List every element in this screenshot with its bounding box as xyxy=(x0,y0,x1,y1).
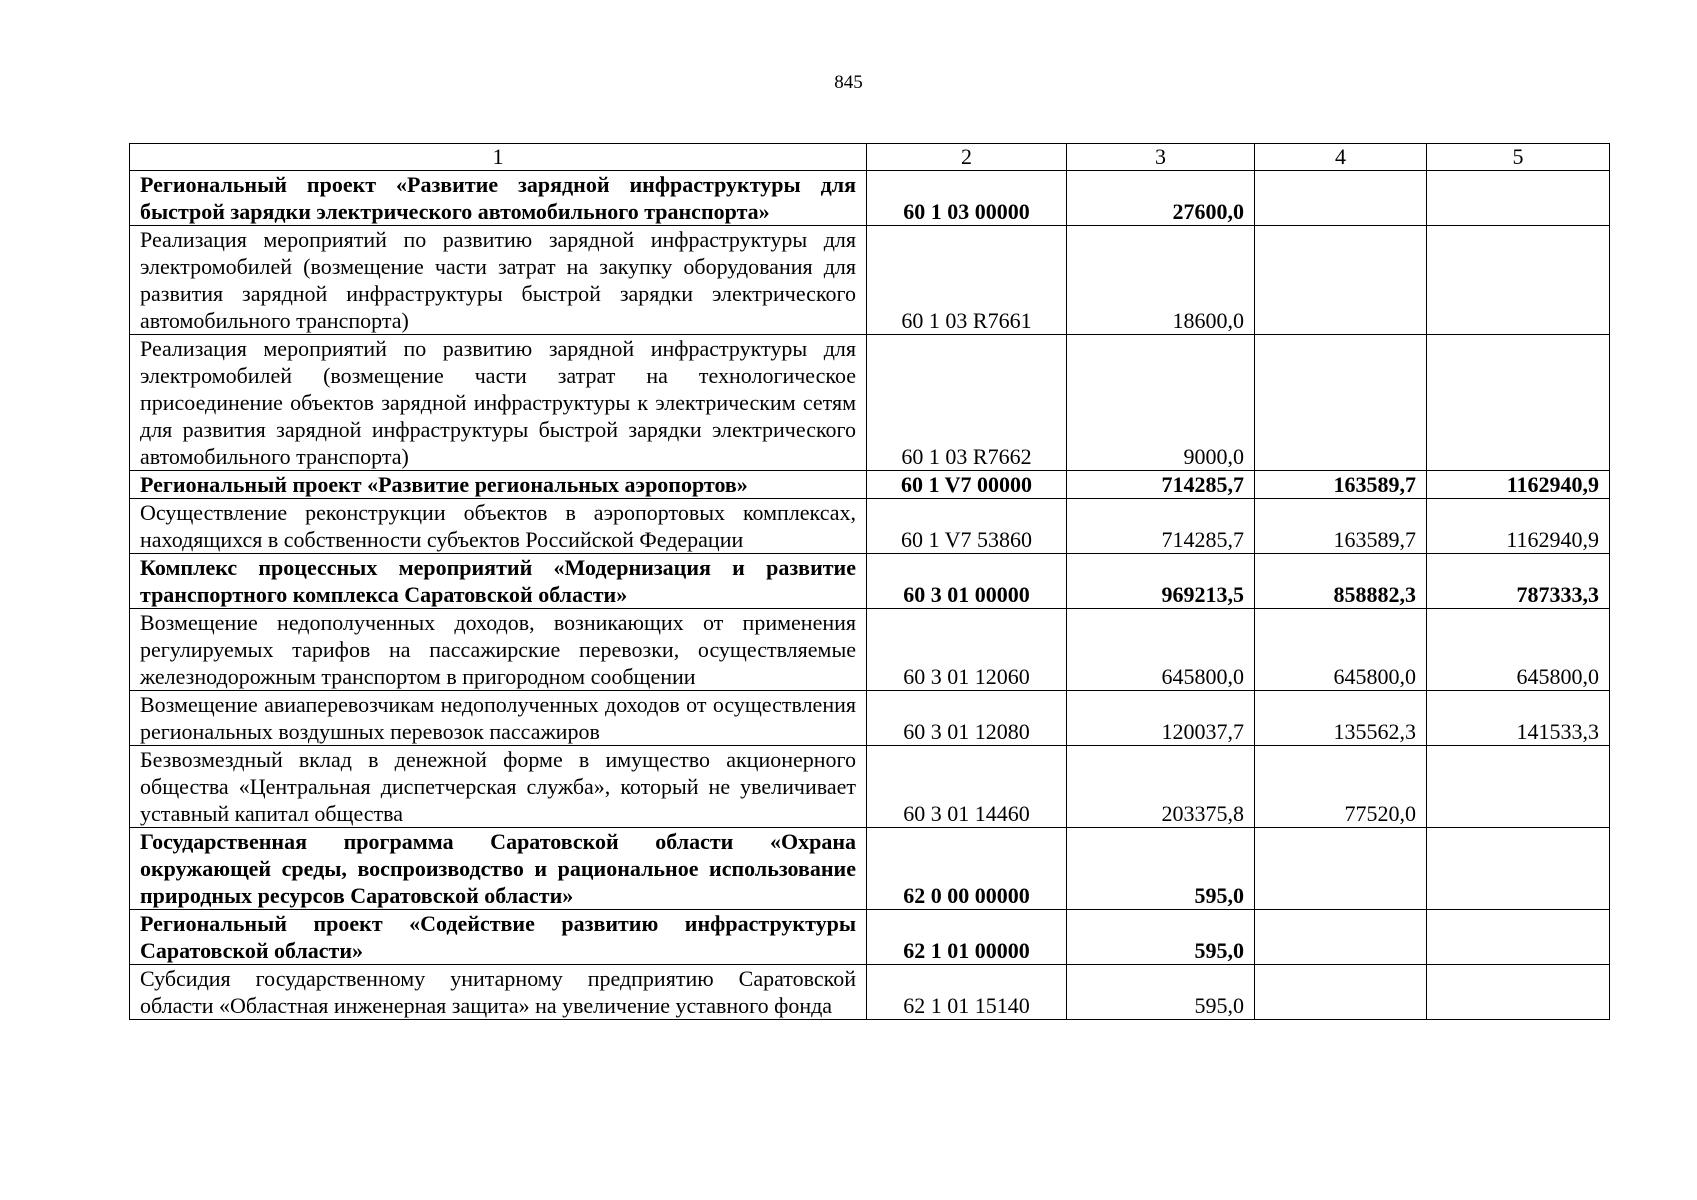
row-value-col4-cell xyxy=(1255,910,1427,965)
row-name-cell: Осуществление реконструкции объектов в аэропортовых комплексах, находящихся в собственности субъектов Российской Федерации xyxy=(130,499,867,554)
row-value-col5-cell: 645800,0 xyxy=(1427,609,1610,691)
row-name-cell: Государственная программа Саратовской области «Охрана окружающей среды, воспроизводство и рациональное использование природных ресурсов Саратовской области» xyxy=(130,828,867,910)
row-code-cell: 62 1 01 00000 xyxy=(867,910,1067,965)
column-header-5: 5 xyxy=(1427,144,1610,171)
table-row xyxy=(130,471,1610,499)
row-code-cell: 60 3 01 12080 xyxy=(867,691,1067,746)
table-header-row xyxy=(130,144,1610,171)
row-name-cell: Реализация мероприятий по развитию зарядной инфраструктуры для электромобилей (возмещение части затрат на закупку оборудования для развития зарядной инфраструктуры быстрой зарядки электрического автомобильного транспорта) xyxy=(130,226,867,335)
row-code-cell: 60 1 03 R7662 xyxy=(867,335,1067,471)
row-code-cell: 60 1 V7 53860 xyxy=(867,499,1067,554)
table-row xyxy=(130,335,1610,471)
page-number: 845 xyxy=(834,72,863,93)
row-value-col4-cell: 858882,3 xyxy=(1255,554,1427,609)
row-code-cell: 60 3 01 14460 xyxy=(867,746,1067,828)
row-value-col4-cell xyxy=(1255,828,1427,910)
row-name-cell: Региональный проект «Развитие зарядной инфраструктуры для быстрой зарядки электрического автомобильного транспорта» xyxy=(130,171,867,226)
column-header-3: 3 xyxy=(1067,144,1255,171)
row-name-cell: Реализация мероприятий по развитию зарядной инфраструктуры для электромобилей (возмещение части затрат на технологическое присоединение объектов зарядной инфраструктуры к электрическим сетям для развития зарядной инфраструктуры быстрой зарядки электрического автомобильного транспорта) xyxy=(130,335,867,471)
row-value-col3-cell: 27600,0 xyxy=(1067,171,1255,226)
table-row xyxy=(130,554,1610,609)
table-row xyxy=(130,965,1610,1020)
row-value-col4-cell xyxy=(1255,226,1427,335)
row-value-col3-cell: 9000,0 xyxy=(1067,335,1255,471)
row-value-col4-cell: 645800,0 xyxy=(1255,609,1427,691)
row-code-cell: 62 1 01 15140 xyxy=(867,965,1067,1020)
row-value-col4-cell: 135562,3 xyxy=(1255,691,1427,746)
row-code-cell: 60 1 03 00000 xyxy=(867,171,1067,226)
table-row xyxy=(130,171,1610,226)
budget-table xyxy=(129,143,1610,1020)
row-value-col3-cell: 645800,0 xyxy=(1067,609,1255,691)
row-code-cell: 60 1 03 R7661 xyxy=(867,226,1067,335)
table-row xyxy=(130,910,1610,965)
row-value-col4-cell xyxy=(1255,171,1427,226)
row-value-col4-cell: 163589,7 xyxy=(1255,471,1427,499)
table-body xyxy=(130,171,1610,1020)
row-name-cell: Региональный проект «Развитие региональных аэропортов» xyxy=(130,471,867,499)
row-value-col4-cell xyxy=(1255,965,1427,1020)
table-row xyxy=(130,691,1610,746)
row-value-col5-cell xyxy=(1427,171,1610,226)
row-value-col5-cell xyxy=(1427,965,1610,1020)
row-code-cell: 60 3 01 00000 xyxy=(867,554,1067,609)
row-name-cell: Возмещение недополученных доходов, возникающих от применения регулируемых тарифов на пассажирские перевозки, осуществляемые железнодорожным транспортом в пригородном сообщении xyxy=(130,609,867,691)
column-header-1: 1 xyxy=(130,144,867,171)
row-value-col5-cell: 141533,3 xyxy=(1427,691,1610,746)
row-code-cell: 60 1 V7 00000 xyxy=(867,471,1067,499)
row-value-col3-cell: 969213,5 xyxy=(1067,554,1255,609)
row-value-col5-cell: 1162940,9 xyxy=(1427,471,1610,499)
row-code-cell: 62 0 00 00000 xyxy=(867,828,1067,910)
row-value-col3-cell: 18600,0 xyxy=(1067,226,1255,335)
row-value-col5-cell: 1162940,9 xyxy=(1427,499,1610,554)
row-value-col5-cell xyxy=(1427,910,1610,965)
column-header-4: 4 xyxy=(1255,144,1427,171)
row-value-col5-cell: 787333,3 xyxy=(1427,554,1610,609)
table-row xyxy=(130,499,1610,554)
row-value-col3-cell: 714285,7 xyxy=(1067,471,1255,499)
row-value-col3-cell: 203375,8 xyxy=(1067,746,1255,828)
row-value-col5-cell xyxy=(1427,828,1610,910)
row-value-col5-cell xyxy=(1427,226,1610,335)
row-value-col4-cell: 163589,7 xyxy=(1255,499,1427,554)
row-value-col3-cell: 595,0 xyxy=(1067,910,1255,965)
row-value-col4-cell: 77520,0 xyxy=(1255,746,1427,828)
row-value-col3-cell: 714285,7 xyxy=(1067,499,1255,554)
row-value-col3-cell: 595,0 xyxy=(1067,965,1255,1020)
row-name-cell: Безвозмездный вклад в денежной форме в имущество акционерного общества «Центральная диспетчерская служба», который не увеличивает уставный капитал общества xyxy=(130,746,867,828)
row-name-cell: Субсидия государственному унитарному предприятию Саратовской области «Областная инженерная защита» на увеличение уставного фонда xyxy=(130,965,867,1020)
row-name-cell: Возмещение авиаперевозчикам недополученных доходов от осуществления региональных воздушных перевозок пассажиров xyxy=(130,691,867,746)
row-value-col3-cell: 120037,7 xyxy=(1067,691,1255,746)
row-value-col3-cell: 595,0 xyxy=(1067,828,1255,910)
table-row xyxy=(130,226,1610,335)
table-row xyxy=(130,828,1610,910)
row-value-col5-cell xyxy=(1427,335,1610,471)
table-row xyxy=(130,609,1610,691)
row-value-col5-cell xyxy=(1427,746,1610,828)
row-value-col4-cell xyxy=(1255,335,1427,471)
column-header-2: 2 xyxy=(867,144,1067,171)
row-name-cell: Региональный проект «Содействие развитию инфраструктуры Саратовской области» xyxy=(130,910,867,965)
row-code-cell: 60 3 01 12060 xyxy=(867,609,1067,691)
table-row xyxy=(130,746,1610,828)
row-name-cell: Комплекс процессных мероприятий «Модернизация и развитие транспортного комплекса Саратовской области» xyxy=(130,554,867,609)
